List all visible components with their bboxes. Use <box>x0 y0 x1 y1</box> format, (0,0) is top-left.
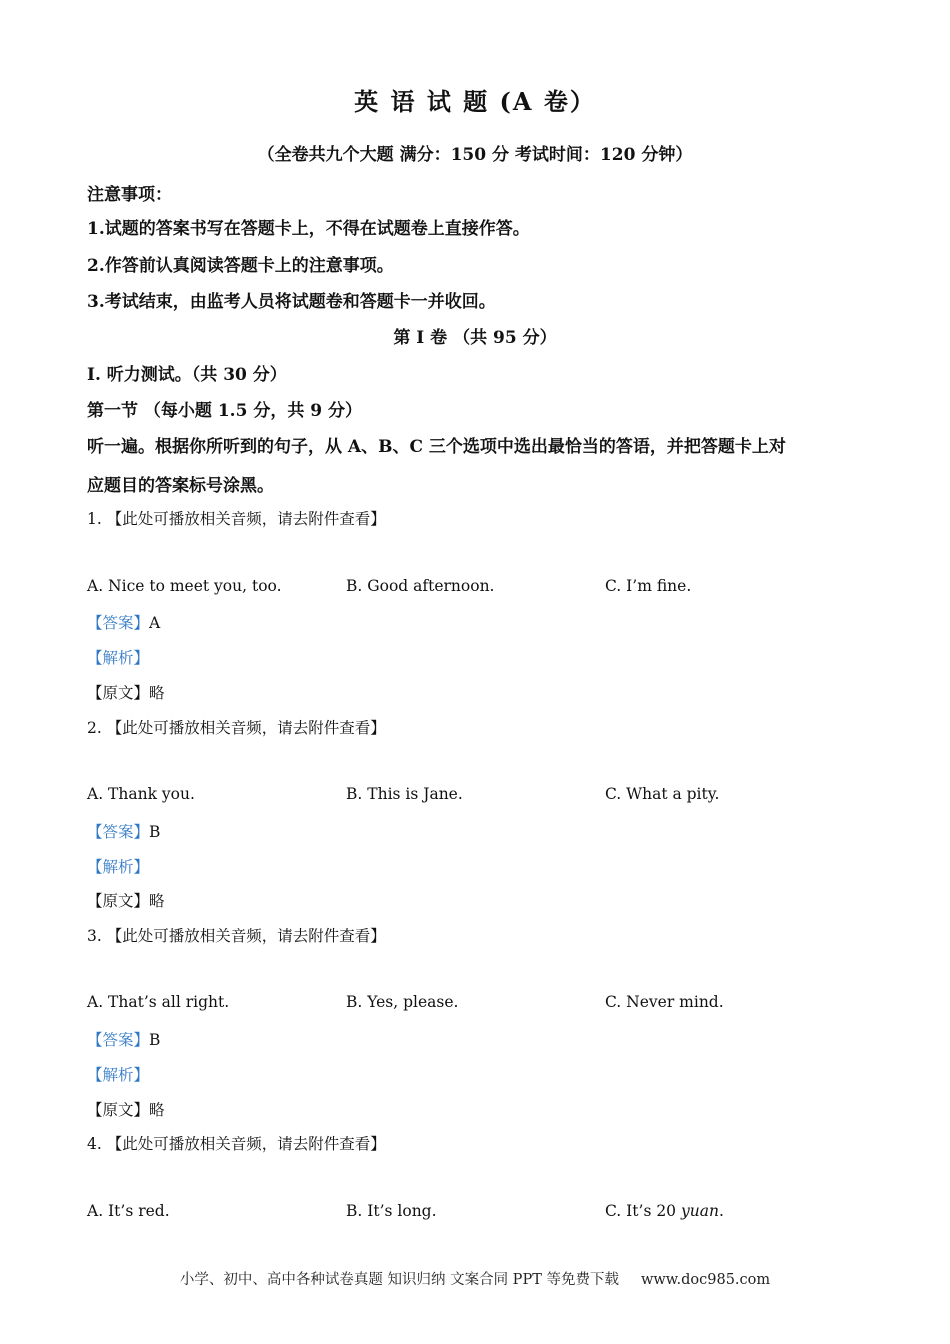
answer-value: B <box>149 823 161 841</box>
answer-line <box>87 820 160 842</box>
original-value: 略 <box>149 1101 165 1119</box>
option-c: C. Never mind. <box>605 993 724 1011</box>
notice-item: 1.试题的答案书写在答题卡上，不得在试题卷上直接作答。 <box>87 219 530 239</box>
notice-item: 2.作答前认真阅读答题卡上的注意事项。 <box>87 256 394 276</box>
original-line <box>87 681 165 703</box>
exam-info: （全卷共九个大题 满分：150 分 考试时间：120 分钟） <box>257 145 693 165</box>
page-title: 英 语 试 题 (A 卷） <box>354 87 596 116</box>
notice-heading: 注意事项： <box>87 185 172 205</box>
question-prompt: 2. 【此处可播放相关音频，请去附件查看】 <box>87 719 386 737</box>
answer-line <box>87 611 160 633</box>
answer-label: 【答案】 <box>87 614 150 632</box>
original-label: 【原文】 <box>87 1101 150 1119</box>
option-a: A. Nice to meet you, too. <box>87 577 282 595</box>
analysis-label: 【解析】 <box>87 649 150 667</box>
option-b: B. It’s long. <box>346 1202 437 1220</box>
notice-item: 3.考试结束，由监考人员将试题卷和答题卡一并收回。 <box>87 292 496 312</box>
option-b: B. This is Jane. <box>346 785 463 803</box>
original-label: 【原文】 <box>87 684 150 702</box>
option-a: A. That’s all right. <box>87 993 230 1011</box>
option-b: B. Yes, please. <box>346 993 459 1011</box>
original-line <box>87 889 165 911</box>
option-c: C. What a pity. <box>605 785 720 803</box>
answer-label: 【答案】 <box>87 823 150 841</box>
section-title: Ⅰ. 听力测试。（共 30 分） <box>87 365 287 385</box>
option-c-text: C. It’s 20 <box>605 1202 681 1220</box>
analysis-label: 【解析】 <box>87 858 150 876</box>
option-c-italic: yuan <box>680 1202 719 1220</box>
answer-value: A <box>149 614 161 632</box>
question-prompt: 1. 【此处可播放相关音频，请去附件查看】 <box>87 510 386 528</box>
question-prompt: 3. 【此处可播放相关音频，请去附件查看】 <box>87 927 386 945</box>
option-c <box>605 1202 724 1220</box>
answer-label: 【答案】 <box>87 1031 150 1049</box>
answer-value: B <box>149 1031 161 1049</box>
analysis-label: 【解析】 <box>87 1066 150 1084</box>
part-title: 第一节 （每小题 1.5 分，共 9 分） <box>87 401 362 421</box>
footer-text: 小学、初中、高中各种试卷真题 知识归纳 文案合同 PPT 等免费下载 <box>179 1272 619 1288</box>
footer <box>0 1268 950 1289</box>
original-line <box>87 1098 165 1120</box>
instruction: 听一遍。根据你所听到的句子，从 A、B、C 三个选项中选出最恰当的答语，并把答题卡上对 <box>87 437 786 457</box>
option-c: C. I’m fine. <box>605 577 692 595</box>
instruction: 应题目的答案标号涂黑。 <box>87 476 274 496</box>
volume-heading: 第 Ⅰ 卷 （共 95 分） <box>393 328 557 348</box>
answer-line <box>87 1028 160 1050</box>
original-value: 略 <box>149 684 165 702</box>
option-a: A. It’s red. <box>87 1202 170 1220</box>
original-label: 【原文】 <box>87 892 150 910</box>
footer-url[interactable]: www.doc985.com <box>640 1272 771 1288</box>
question-prompt: 4. 【此处可播放相关音频，请去附件查看】 <box>87 1135 386 1153</box>
option-a: A. Thank you. <box>87 785 195 803</box>
option-b: B. Good afternoon. <box>346 577 495 595</box>
option-c-end: . <box>718 1202 724 1220</box>
original-value: 略 <box>149 892 165 910</box>
